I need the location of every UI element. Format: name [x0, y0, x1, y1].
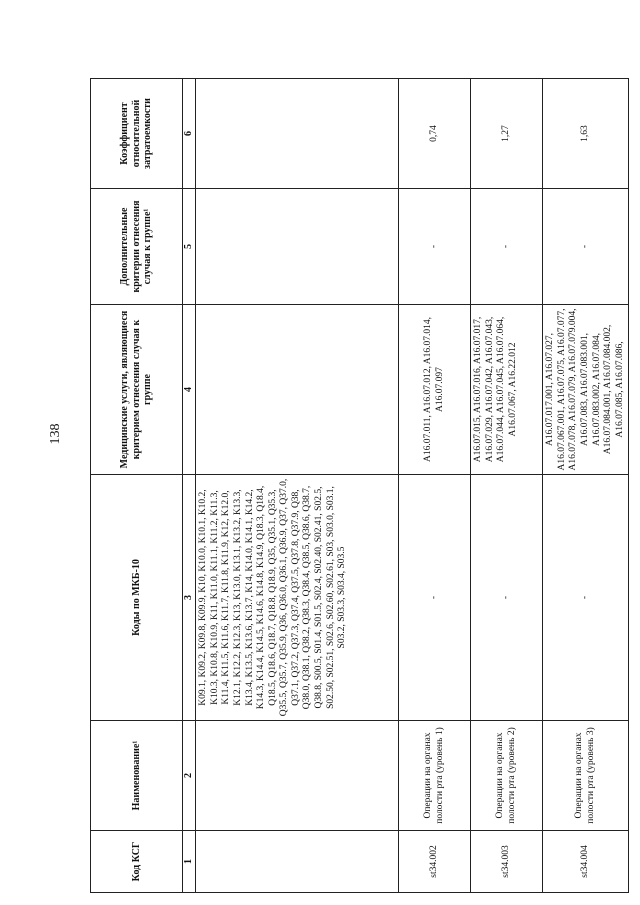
cell-services [196, 305, 399, 475]
cell-name [196, 721, 399, 831]
cell-mkb: - [471, 475, 543, 721]
cell-coefficient: 0,74 [399, 79, 471, 189]
cell-extra: - [543, 189, 629, 305]
cell-name: Операции на органах полости рта (уровень 2) [471, 721, 543, 831]
header-row [91, 79, 183, 893]
column-number: 3 [183, 475, 196, 721]
cell-extra [196, 189, 399, 305]
header-code: Код КСГ [91, 831, 183, 893]
table-row [399, 79, 471, 893]
column-number: 6 [183, 79, 196, 189]
cell-extra: - [399, 189, 471, 305]
header-services: Медицинские услуги, являющиеся критерием отнесения случая к группе [91, 305, 183, 475]
ksg-table [90, 78, 629, 893]
header-extra-criteria: Дополнительные критерии отнесения случая к группе¹ [91, 189, 183, 305]
cell-services: A16.07.011, A16.07.012, A16.07.014, A16.07.097 [399, 305, 471, 475]
cell-coefficient: 1,27 [471, 79, 543, 189]
cell-code: st34.003 [471, 831, 543, 893]
table-row [196, 79, 399, 893]
table-row [543, 79, 629, 893]
column-number: 2 [183, 721, 196, 831]
cell-name: Операции на органах полости рта (уровень 3) [543, 721, 629, 831]
table-row [471, 79, 543, 893]
column-number-row [183, 79, 196, 893]
cell-services: A16.07.015, A16.07.016, A16.07.017, A16.07.029, A16.07.042, A16.07.043, A16.07.044, A16.07.045, A16.07.064, A16.07.067, A16.22.012 [471, 305, 543, 475]
page-number: 138 [48, 423, 63, 445]
cell-services: A16.07.017.001, A16.07.027, A16.07.067.001, A16.07.075, A16.07.077, A16.07.078, A16.07.079, A16.07.079.004, A16.07.083, A16.07.083.001, A16.07.083.002, A16.07.084, A16.07.084.001, A16.07.084.002, A16.07.085, A16.07.086, [543, 305, 629, 475]
cell-name: Операции на органах полости рта (уровень 1) [399, 721, 471, 831]
header-coefficient: Коэффициент относительной затратоемкости [91, 79, 183, 189]
cell-code: st34.002 [399, 831, 471, 893]
cell-coefficient [196, 79, 399, 189]
column-number: 4 [183, 305, 196, 475]
cell-mkb: - [399, 475, 471, 721]
cell-coefficient: 1,63 [543, 79, 629, 189]
header-name: Наименование¹ [91, 721, 183, 831]
cell-mkb: - [543, 475, 629, 721]
column-number: 1 [183, 831, 196, 893]
column-number: 5 [183, 189, 196, 305]
cell-extra: - [471, 189, 543, 305]
cell-mkb: K09.1, K09.2, K09.8, K09.9, K10, K10.0, K10.1, K10.2, K10.3, K10.8, K10.9, K11, K11.0, K11.1, K11.2, K11.3, K11.4, K11.5, K11.6, K11.7, K11.8, K11.9, K12, K12.0, K12.1, K12.2, K12.3, K13, K13.0, K13.1, K13.2, K13.3, K13.4, K13.5, K13.6, K13.7, K14, K14.0, K14.1, K14.2, K14.3, K14.4, K14.5, K14.6, K14.8, K14.9, Q18.3, Q18.4, Q18.5, Q18.6, Q18.7, Q18.8, Q18.9, Q35, Q35.1, Q35.3, Q35.5, Q35.7, Q35.9, Q36, Q36.0, Q36.1, Q36.9, Q37, Q37.0, Q37.1, Q37.2, Q37.3, Q37.4, Q37.5, Q37.8, Q37.9, Q38, Q38.0, Q38.1, Q38.2, Q38.3, Q38.4, Q38.5, Q38.6, Q38.7, Q38.8, S00.5, S01.4, S01.5, S02.4, S02.40, S02.41, S02.5, S02.50, S02.51, S02.6, S02.60, S02.61, S03, S03.0, S03.1, S03.2, S03.3, S03.4, S03.5 [196, 475, 399, 721]
cell-code [196, 831, 399, 893]
rotated-table-sheet [90, 79, 623, 893]
header-mkb: Коды по МКБ-10 [91, 475, 183, 721]
cell-code: st34.004 [543, 831, 629, 893]
